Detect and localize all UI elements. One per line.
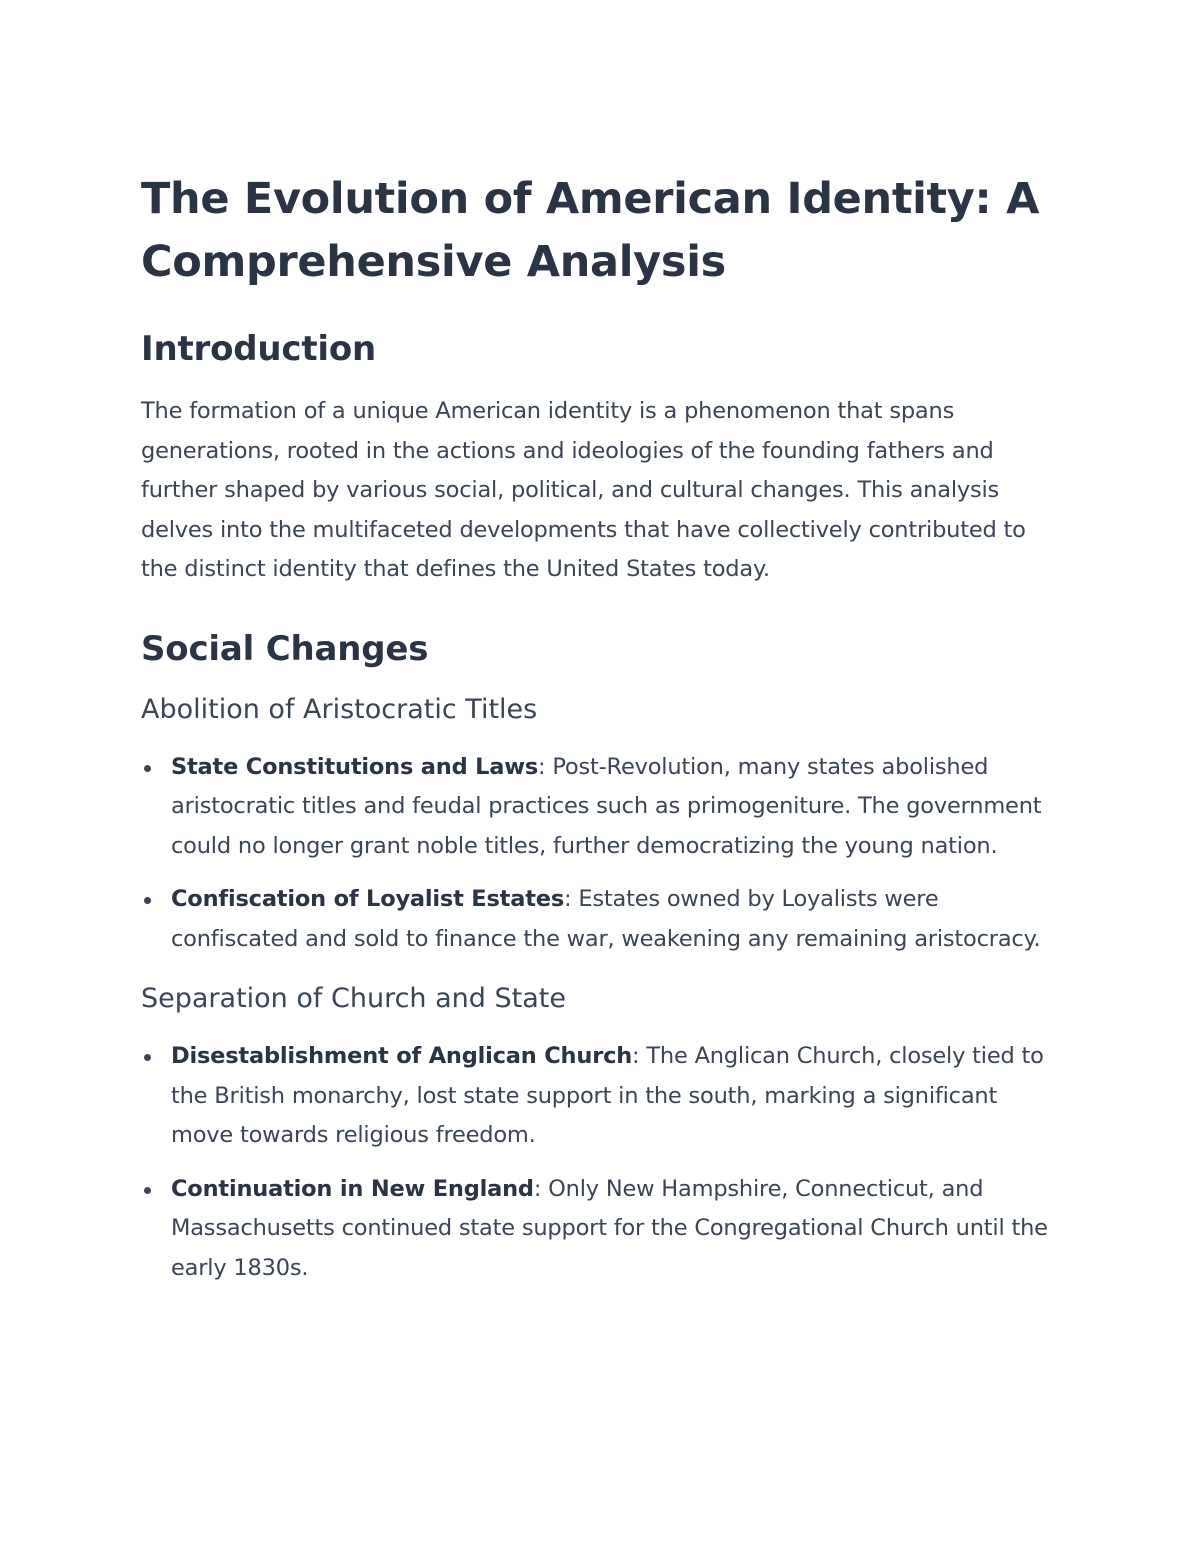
bullet-term: Disestablishment of Anglican Church (171, 1043, 633, 1069)
list-item (141, 1037, 1061, 1156)
section-heading-introduction: Introduction (141, 329, 377, 369)
list-item (141, 748, 1061, 867)
bullet-text: : Only New Hampshire, Connecticut, and Massachusetts continued state support for the Congregational Church until the early 1830s. (171, 1175, 1048, 1281)
bullet-list-separation (141, 1037, 1061, 1288)
bullet-text: : Post-Revolution, many states abolished aristocratic titles and feudal practices such as primogeniture. The government could no longer grant noble titles, further democratizing the young nation. (171, 753, 1042, 859)
list-item (141, 880, 1061, 959)
bullet-dot-icon (144, 1187, 151, 1194)
bullet-dot-icon (144, 765, 151, 772)
document-title: The Evolution of American Identity: A Comprehensive Analysis (141, 174, 1040, 287)
document-page (141, 168, 1061, 1288)
bullet-text: : Estates owned by Loyalists were confiscated and sold to finance the war, weakening any remaining aristocracy. (171, 886, 1041, 952)
introduction-paragraph: The formation of a unique American identity is a phenomenon that spans generations, rooted in the actions and ideologies of the founding fathers and further shaped by various social, political, and cultural changes. This analysis delves into the multifaceted developments that have collectively contributed to the distinct identity that defines the United States today. (141, 398, 1026, 582)
subsection-heading-abolition: Abolition of Aristocratic Titles (141, 693, 538, 725)
bullet-dot-icon (144, 1054, 151, 1061)
bullet-term: Continuation in New England (171, 1175, 534, 1202)
bullet-dot-icon (144, 897, 151, 904)
subsection-heading-separation: Separation of Church and State (141, 983, 566, 1014)
bullet-list-abolition (141, 748, 1061, 960)
list-item (141, 1170, 1061, 1289)
section-heading-social-changes: Social Changes (141, 628, 429, 669)
bullet-term: Confiscation of Loyalist Estates (171, 886, 565, 912)
bullet-term: State Constitutions and Laws (171, 753, 539, 780)
bullet-text: : The Anglican Church, closely tied to the British monarchy, lost state support in the south, marking a significant move towards religious freedom. (171, 1043, 1044, 1148)
